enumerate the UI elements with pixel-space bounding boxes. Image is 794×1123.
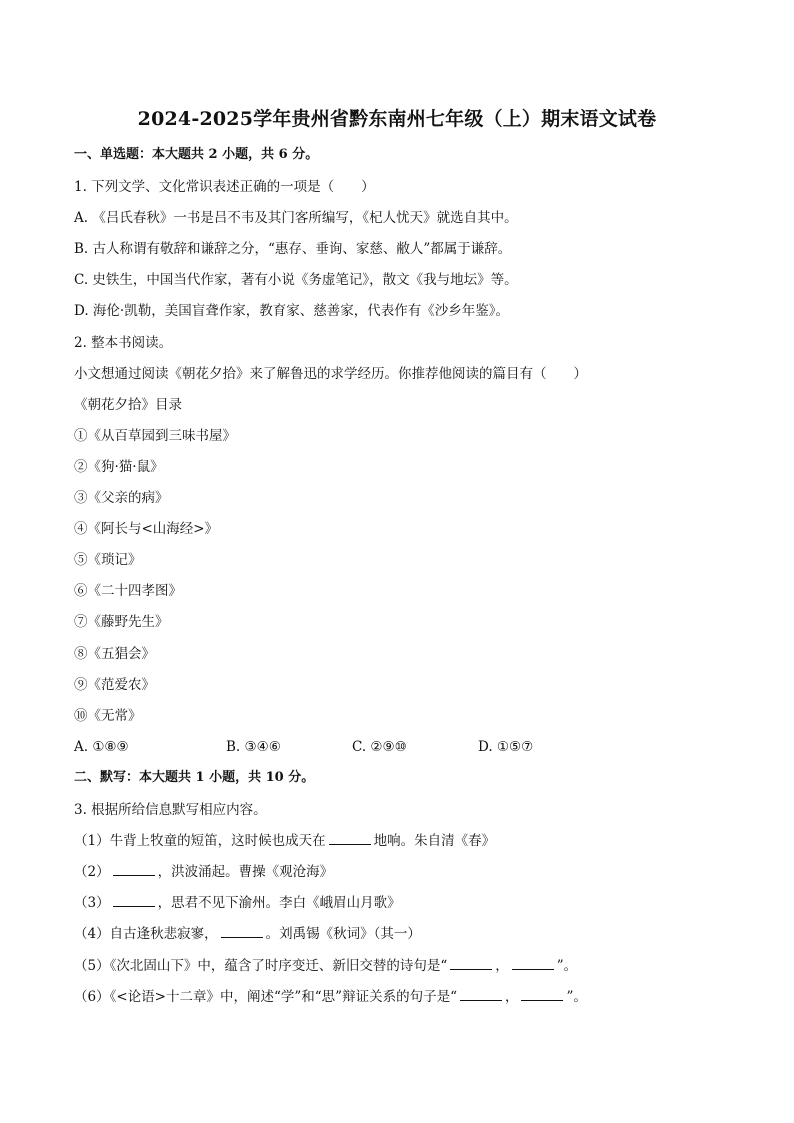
answer-blank[interactable] <box>221 925 263 938</box>
toc-item: ⑩《无常》 <box>74 708 142 724</box>
question-3-stem: 3. 根据所给信息默写相应内容。 <box>74 802 267 818</box>
question-2-option-a: A. ①⑧⑨ <box>74 739 129 755</box>
question-1-option-c: C. 史铁生，中国当代作家，著有小说《务虚笔记》，散文《我与地坛》等。 <box>74 272 518 288</box>
question-2-stem: 2. 整本书阅读。 <box>74 335 173 351</box>
dictation-suffix: 地响。朱自清《春》 <box>373 833 496 849</box>
answer-blank[interactable] <box>460 988 502 1001</box>
dictation-item-6 <box>74 988 587 1006</box>
toc-item: ⑧《五猖会》 <box>74 646 155 662</box>
dictation-item-5 <box>74 957 577 975</box>
answer-blank[interactable] <box>113 863 155 876</box>
question-1-option-d: D. 海伦·凯勒，美国盲聋作家，教育家、慈善家，代表作有《沙乡年鉴》。 <box>74 303 509 319</box>
dictation-prefix: （1）牛背上牧童的短笛，这时候也成天在 <box>74 833 326 849</box>
question-2-option-c: C. ②⑨⑩ <box>352 739 407 755</box>
question-1-stem: 1. 下列文学、文化常识表述正确的一项是（ ） <box>74 179 375 195</box>
dictation-item-3 <box>74 894 401 912</box>
dictation-prefix: （3） <box>74 895 110 911</box>
toc-item: ③《父亲的病》 <box>74 490 169 506</box>
section-heading-single-choice: 一、单选题：本大题共 2 小题，共 6 分。 <box>74 147 319 162</box>
question-2-option-d: D. ①⑤⑦ <box>478 739 534 755</box>
toc-item: ⑦《藤野先生》 <box>74 614 169 630</box>
dictation-separator: ， <box>495 958 509 974</box>
dictation-item-2 <box>74 863 333 881</box>
dictation-suffix: ”。 <box>566 989 587 1005</box>
question-1-option-b: B. 古人称谓有敬辞和谦辞之分，“惠存、垂询、家慈、敝人”都属于谦辞。 <box>74 241 512 257</box>
dictation-separator: ， <box>504 989 519 1005</box>
question-1-option-a: A. 《吕氏春秋》一书是吕不韦及其门客所编写，《杞人忧天》就选自其中。 <box>74 210 518 226</box>
answer-blank[interactable] <box>113 894 155 907</box>
toc-item: ⑨《范爱农》 <box>74 677 155 693</box>
toc-item: ⑥《二十四孝图》 <box>74 583 182 599</box>
answer-blank[interactable] <box>512 957 554 970</box>
dictation-prefix: （2） <box>74 864 110 880</box>
dictation-suffix: ”。 <box>556 958 578 974</box>
dictation-prefix: （6）《<论语>十二章》中，阐述“学”和“思”辩证关系的句子是“ <box>74 989 457 1005</box>
section-heading-dictation: 二、默写：本大题共 1 小题，共 10 分。 <box>74 770 315 785</box>
toc-item: ⑤《琐记》 <box>74 552 142 568</box>
toc-item: ②《狗·猫·鼠》 <box>74 459 164 475</box>
toc-title: 《朝花夕拾》目录 <box>74 397 182 413</box>
toc-item: ④《阿长与<山海经>》 <box>74 521 219 537</box>
answer-blank[interactable] <box>329 832 371 845</box>
dictation-item-1 <box>74 832 495 850</box>
question-2-option-b: B. ③④⑥ <box>226 739 281 755</box>
dictation-prefix: （5）《次北固山下》中，蕴含了时序变迁、新旧交替的诗句是“ <box>74 958 448 974</box>
answer-blank[interactable] <box>521 988 563 1001</box>
question-2-intro: 小文想通过阅读《朝花夕拾》来了解鲁迅的求学经历。你推荐他阅读的篇目有（ ） <box>74 366 587 382</box>
answer-blank[interactable] <box>450 957 492 970</box>
toc-item: ①《从百草园到三味书屋》 <box>74 428 236 444</box>
dictation-suffix: ，思君不见下渝州。李白《峨眉山月歌》 <box>157 895 401 911</box>
dictation-suffix: ，洪波涌起。曹操《观沧海》 <box>157 864 334 880</box>
dictation-suffix: 。刘禹锡《秋词》（其一） <box>265 926 421 942</box>
dictation-item-4 <box>74 925 421 943</box>
dictation-prefix: （4）自古逢秋悲寂寥， <box>74 926 218 942</box>
page-title: 2024-2025学年贵州省黔东南州七年级（上）期末语文试卷 <box>137 108 657 130</box>
